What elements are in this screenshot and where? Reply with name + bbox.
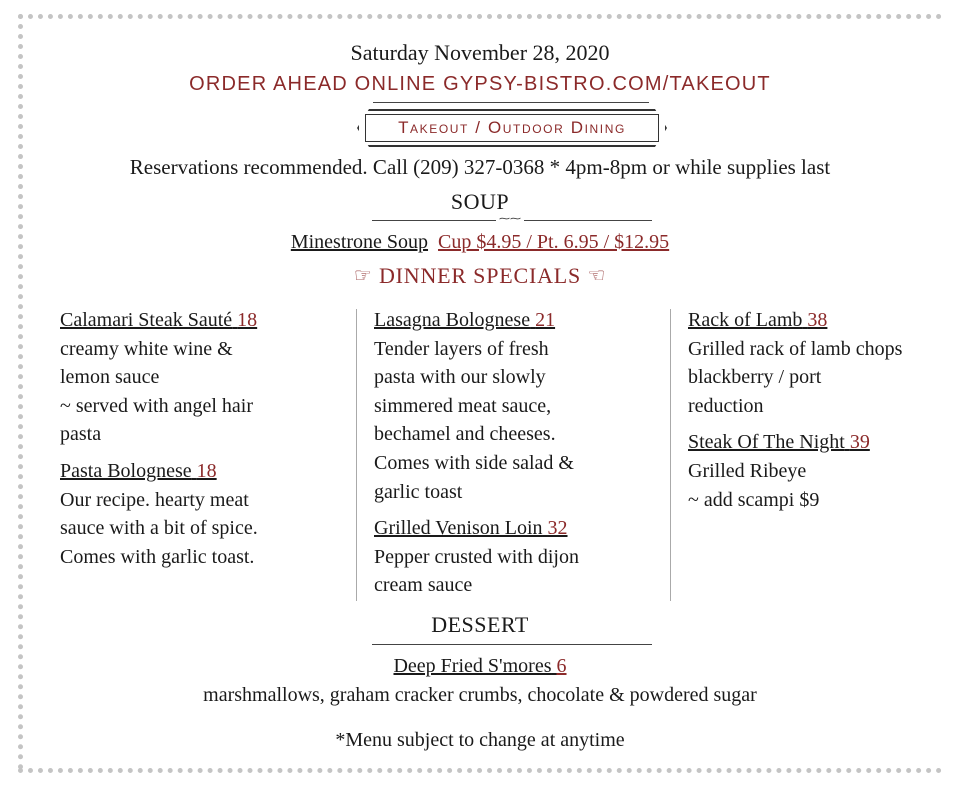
menu-item-name: Calamari Steak Sauté	[60, 309, 233, 331]
takeout-banner-label: Takeout / Outdoor Dining	[365, 114, 659, 142]
menu-item-price: 38	[807, 309, 828, 331]
dessert-item	[0, 655, 960, 678]
menu-item-desc: Pepper crusted with dijon cream sauce	[374, 545, 579, 597]
dessert-heading: DESSERT	[431, 612, 529, 637]
menu-item-desc: creamy white wine & lemon sauce ~ served with angel hair pasta	[60, 337, 253, 446]
divider-rule	[373, 102, 649, 103]
dessert-price: 6	[556, 655, 567, 677]
menu-column-3	[688, 306, 953, 514]
menu-item-price: 18	[237, 309, 258, 331]
menu-item-price: 39	[849, 431, 870, 454]
menu-item-name: Steak Of The Night	[688, 431, 845, 454]
menu-item-title	[688, 428, 953, 457]
dinner-specials-title: DINNER SPECIALS	[378, 263, 582, 288]
menu-item-title	[60, 457, 340, 486]
menu-item-title	[374, 306, 654, 335]
dessert-divider	[372, 644, 652, 645]
menu-item-desc: Our recipe. hearty meat sauce with a bit of spice. Comes with garlic toast.	[60, 488, 258, 568]
flourish-ornament-icon: ⁓⁓	[496, 214, 524, 224]
menu-item-desc: Grilled Ribeye ~ add scampi $9	[688, 459, 820, 511]
menu-item-price: 32	[547, 517, 568, 540]
column-divider	[670, 309, 671, 601]
menu-item-name: Lasagna Bolognese	[374, 309, 531, 331]
menu-item-title	[688, 306, 953, 335]
dotted-border-bottom	[18, 768, 942, 773]
menu-item-title	[60, 306, 340, 335]
menu-item-name: Grilled Venison Loin	[374, 517, 543, 540]
menu-item-name: Pasta Bolognese	[60, 459, 192, 482]
menu-column-1	[60, 306, 340, 571]
soup-heading: SOUP	[450, 189, 510, 214]
order-ahead-link[interactable]: ORDER AHEAD ONLINE GYPSY-BISTRO.COM/TAKEOUT	[189, 73, 771, 95]
dinner-specials-heading	[0, 263, 960, 289]
menu-disclaimer: *Menu subject to change at anytime	[335, 729, 625, 751]
takeout-banner	[357, 109, 667, 147]
column-divider	[356, 309, 357, 601]
soup-price: Cup $4.95 / Pt. 6.95 / $12.95	[438, 231, 670, 253]
menu-column-2	[374, 306, 654, 600]
dotted-border-top	[18, 14, 942, 19]
menu-item-price: 18	[196, 459, 217, 482]
pointing-hand-right-icon: ☞	[353, 265, 373, 287]
pointing-hand-left-icon: ☜	[587, 265, 607, 287]
dessert-name: Deep Fried S'mores	[393, 655, 552, 677]
menu-item-desc: Tender layers of fresh pasta with our slowly simmered meat sauce, bechamel and cheeses. Comes with side salad & garlic toast	[374, 337, 574, 503]
soup-item	[0, 231, 960, 254]
menu-item-desc: Grilled rack of lamb chops blackberry / port reduction	[688, 337, 903, 417]
dessert-desc: marshmallows, graham cracker crumbs, chocolate & powdered sugar	[203, 684, 757, 706]
reservation-info: Reservations recommended. Call (209) 327-0368 * 4pm-8pm or while supplies last	[129, 155, 831, 179]
menu-date: Saturday November 28, 2020	[350, 40, 610, 65]
menu-item-name: Rack of Lamb	[688, 309, 803, 331]
menu-item-title	[374, 514, 654, 543]
soup-name: Minestrone Soup	[290, 231, 429, 253]
menu-item-price: 21	[535, 309, 556, 331]
